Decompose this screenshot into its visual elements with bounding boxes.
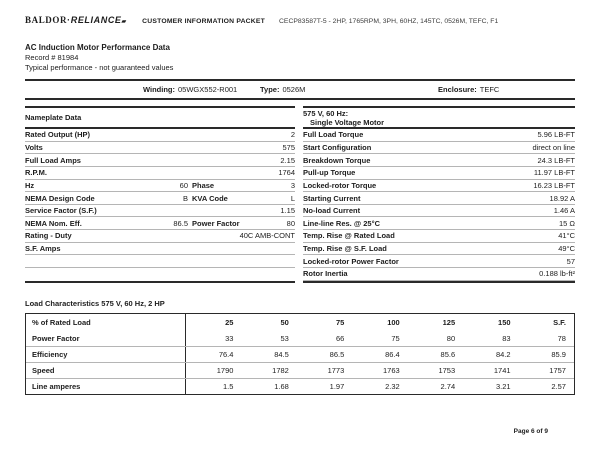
type-value: 0526M xyxy=(282,85,306,94)
load-column-label: 150 xyxy=(498,318,511,327)
row-value: direct on line xyxy=(532,142,575,152)
nameplate-right-row xyxy=(303,192,575,205)
performance-note: Typical performance - not guaranteed values xyxy=(25,63,174,72)
row-value: 15 Ω xyxy=(558,218,575,228)
nameplate-section xyxy=(25,106,575,283)
nameplate-left-row xyxy=(25,129,295,142)
load-cell-value: 83 xyxy=(502,334,511,343)
enclosure-value: TEFC xyxy=(479,85,500,94)
row-first-cell xyxy=(25,168,188,177)
load-cell-value: 1773 xyxy=(327,366,345,375)
load-table-row xyxy=(26,331,574,346)
row-label: Full Load Amps xyxy=(25,155,81,165)
load-cell-value: 1741 xyxy=(493,366,511,375)
load-cell-value: 3.21 xyxy=(495,382,511,391)
nameplate-left-row xyxy=(25,205,295,218)
load-cell-value: 1790 xyxy=(216,366,234,375)
row-value: 80 xyxy=(286,218,295,228)
row-label: S.F. Amps xyxy=(25,244,61,254)
nameplate-right-row xyxy=(303,129,575,142)
row-label: Rotor Inertia xyxy=(303,269,348,279)
row-value: 1.46 A xyxy=(553,206,575,216)
nameplate-left-row xyxy=(25,142,295,155)
row-value: 5.96 LB-FT xyxy=(537,130,575,140)
load-cell-value: 85.6 xyxy=(440,350,456,359)
load-cell-value: 33 xyxy=(225,334,234,343)
report-header xyxy=(25,15,575,25)
row-mid-label: Phase xyxy=(192,180,215,190)
load-column-label: 75 xyxy=(335,318,345,327)
winding-pair xyxy=(143,81,237,98)
winding-value: 05WGX552-R001 xyxy=(178,85,238,94)
load-row-label: Power Factor xyxy=(26,331,186,346)
row-value: 24.3 LB-FT xyxy=(537,155,575,165)
load-column-label: 50 xyxy=(280,318,289,327)
nameplate-right-row xyxy=(303,230,575,243)
enclosure-label: Enclosure: xyxy=(438,85,477,94)
load-cell-value: 86.4 xyxy=(385,350,400,359)
load-cell-value: 1.5 xyxy=(222,382,234,391)
load-column-label: S.F. xyxy=(553,318,566,327)
load-cell-value: 78 xyxy=(557,334,566,343)
row-label: Full Load Torque xyxy=(303,130,364,140)
load-cell-value: 66 xyxy=(335,334,345,343)
logo-reliance-text: RELIANCE xyxy=(70,15,122,25)
row-label: No-load Current xyxy=(303,206,361,216)
nameplate-table-header xyxy=(25,106,295,129)
load-column-label: 100 xyxy=(387,318,400,327)
row-label: NEMA Design Code xyxy=(25,193,95,203)
load-cell-value: 2.32 xyxy=(385,382,400,391)
winding-summary-bar xyxy=(25,79,575,100)
nameplate-right-row xyxy=(303,142,575,155)
row-label: Service Factor (S.F.) xyxy=(25,206,97,216)
row-value: 1.15 xyxy=(280,206,295,216)
row-label: Start Configuration xyxy=(303,142,372,152)
nameplate-left-row xyxy=(25,180,295,193)
load-cell-value: 2.57 xyxy=(551,382,566,391)
load-cell-value: 2.74 xyxy=(440,382,456,391)
voltage-header-line1: 575 V, 60 Hz: xyxy=(303,108,349,118)
row-label: Locked-rotor Power Factor xyxy=(303,256,399,266)
row-value: 16.23 LB-FT xyxy=(533,180,575,190)
row-value: 18.92 A xyxy=(549,193,575,203)
voltage-header-line2: Single Voltage Motor xyxy=(310,117,385,127)
row-label: Line-line Res. @ 25°C xyxy=(303,218,380,228)
nameplate-right-row xyxy=(303,180,575,193)
row-label: Locked-rotor Torque xyxy=(303,180,377,190)
nameplate-right-rows xyxy=(303,129,575,281)
logo-baldor-text: BALDOR xyxy=(25,15,68,25)
row-value: 40C AMB-CONT xyxy=(239,231,295,241)
load-cell-value: 1753 xyxy=(438,366,456,375)
row-first-cell xyxy=(25,244,188,253)
load-cell-value: 84.2 xyxy=(495,350,511,359)
row-label: Starting Current xyxy=(303,193,361,203)
row-label: Volts xyxy=(25,142,43,152)
load-cell-value: 1763 xyxy=(383,366,400,375)
row-value: 3 xyxy=(290,180,295,190)
row-mid-label: Power Factor xyxy=(192,218,240,228)
load-cell-value: 1757 xyxy=(549,366,566,375)
nameplate-right-row xyxy=(303,205,575,218)
load-column-label: 25 xyxy=(225,318,234,327)
row-label: Rated Output (HP) xyxy=(25,130,90,140)
row-value: 57 xyxy=(566,256,575,266)
row-first-cell xyxy=(25,181,188,190)
load-cell-value: 75 xyxy=(391,334,400,343)
load-cell-value: 1.97 xyxy=(329,382,345,391)
nameplate-right-row xyxy=(303,217,575,230)
row-mid-value: B xyxy=(182,193,188,203)
row-label: Rating - Duty xyxy=(25,231,72,241)
winding-label: Winding: xyxy=(143,85,176,94)
load-table-row xyxy=(26,362,574,378)
row-value: 1764 xyxy=(278,168,295,178)
logo-flag-icon: ▰ xyxy=(121,19,127,25)
load-cell-value: 53 xyxy=(280,334,289,343)
load-table-row xyxy=(26,378,574,394)
row-value: 575 xyxy=(282,142,295,152)
nameplate-left-filler-row xyxy=(25,255,295,268)
row-mid-value: 60 xyxy=(179,180,188,190)
row-label: R.P.M. xyxy=(25,168,47,178)
nameplate-left-filler-row xyxy=(25,268,295,281)
row-value: 2.15 xyxy=(280,155,295,165)
load-column-label: 125 xyxy=(442,318,456,327)
load-characteristics-title: Load Characteristics 575 V, 60 Hz, 2 HP xyxy=(25,299,165,308)
row-value: 49°C xyxy=(558,244,575,254)
nameplate-left-row xyxy=(25,217,295,230)
row-value: 11.97 LB-FT xyxy=(533,168,575,178)
record-number: Record # 81984 xyxy=(25,53,79,62)
load-table-row xyxy=(26,346,574,362)
load-table-header-row xyxy=(26,314,574,331)
catalog-spec-string: CECP83587T-5 - 2HP, 1765RPM, 3PH, 60HZ, 145TC, 0526M, TEFC, F1 xyxy=(279,18,499,25)
nameplate-left-row xyxy=(25,192,295,205)
row-value: 41°C xyxy=(558,231,575,241)
load-table-body xyxy=(26,331,574,394)
row-first-cell xyxy=(25,219,188,228)
load-row-label: Speed xyxy=(26,363,186,378)
logo-separator: · xyxy=(67,15,71,25)
nameplate-right-row xyxy=(303,255,575,268)
load-row-label: Line amperes xyxy=(26,379,186,394)
nameplate-right-row xyxy=(303,243,575,256)
row-value: L xyxy=(290,193,295,203)
row-value: 2 xyxy=(290,130,295,140)
type-label: Type: xyxy=(260,85,280,94)
row-label: Hz xyxy=(25,180,35,190)
row-label: Pull-up Torque xyxy=(303,168,356,178)
row-first-cell xyxy=(25,143,188,152)
load-cell-value: 76.4 xyxy=(218,350,234,359)
load-cell-value: 85.9 xyxy=(551,350,566,359)
load-cell-value: 1.68 xyxy=(274,382,289,391)
nameplate-left-row xyxy=(25,154,295,167)
load-col-header: % of Rated Load xyxy=(26,314,186,331)
voltage-table-header xyxy=(303,106,575,129)
packet-title: CUSTOMER INFORMATION PACKET xyxy=(142,18,265,25)
nameplate-left-rows xyxy=(25,129,295,281)
nameplate-left-row xyxy=(25,243,295,256)
title-block xyxy=(25,43,173,73)
row-mid-label: KVA Code xyxy=(192,193,228,203)
row-label: Temp. Rise @ S.F. Load xyxy=(303,244,387,254)
row-first-cell xyxy=(25,231,188,240)
row-first-cell xyxy=(25,194,188,203)
row-first-cell xyxy=(25,206,188,215)
load-characteristics-table xyxy=(25,313,575,395)
nameplate-header-text: Nameplate Data xyxy=(25,113,82,122)
nameplate-data-table xyxy=(25,106,295,283)
page-indicator: Page 6 of 9 xyxy=(513,428,548,435)
load-row-label: Efficiency xyxy=(26,347,186,362)
row-mid-value: 86.5 xyxy=(173,218,188,228)
load-cell-value: 84.5 xyxy=(274,350,289,359)
nameplate-right-row xyxy=(303,268,575,281)
load-cell-value: 1782 xyxy=(272,366,289,375)
nameplate-left-row xyxy=(25,230,295,243)
document-title: AC Induction Motor Performance Data xyxy=(25,43,170,52)
nameplate-right-row xyxy=(303,167,575,180)
row-label: Temp. Rise @ Rated Load xyxy=(303,231,395,241)
enclosure-pair xyxy=(438,81,499,98)
voltage-ratings-table xyxy=(303,106,575,283)
type-pair xyxy=(260,81,305,98)
row-value: 0.188 lb-ft² xyxy=(539,269,575,279)
load-cell-value: 86.5 xyxy=(329,350,345,359)
row-first-cell xyxy=(25,156,188,165)
baldor-reliance-logo xyxy=(25,15,126,25)
load-characteristics-section xyxy=(25,299,575,395)
nameplate-right-row xyxy=(303,154,575,167)
row-label: NEMA Nom. Eff. xyxy=(25,218,82,228)
row-label: Breakdown Torque xyxy=(303,155,371,165)
nameplate-left-row xyxy=(25,167,295,180)
row-first-cell xyxy=(25,130,188,139)
load-cell-value: 80 xyxy=(446,334,456,343)
